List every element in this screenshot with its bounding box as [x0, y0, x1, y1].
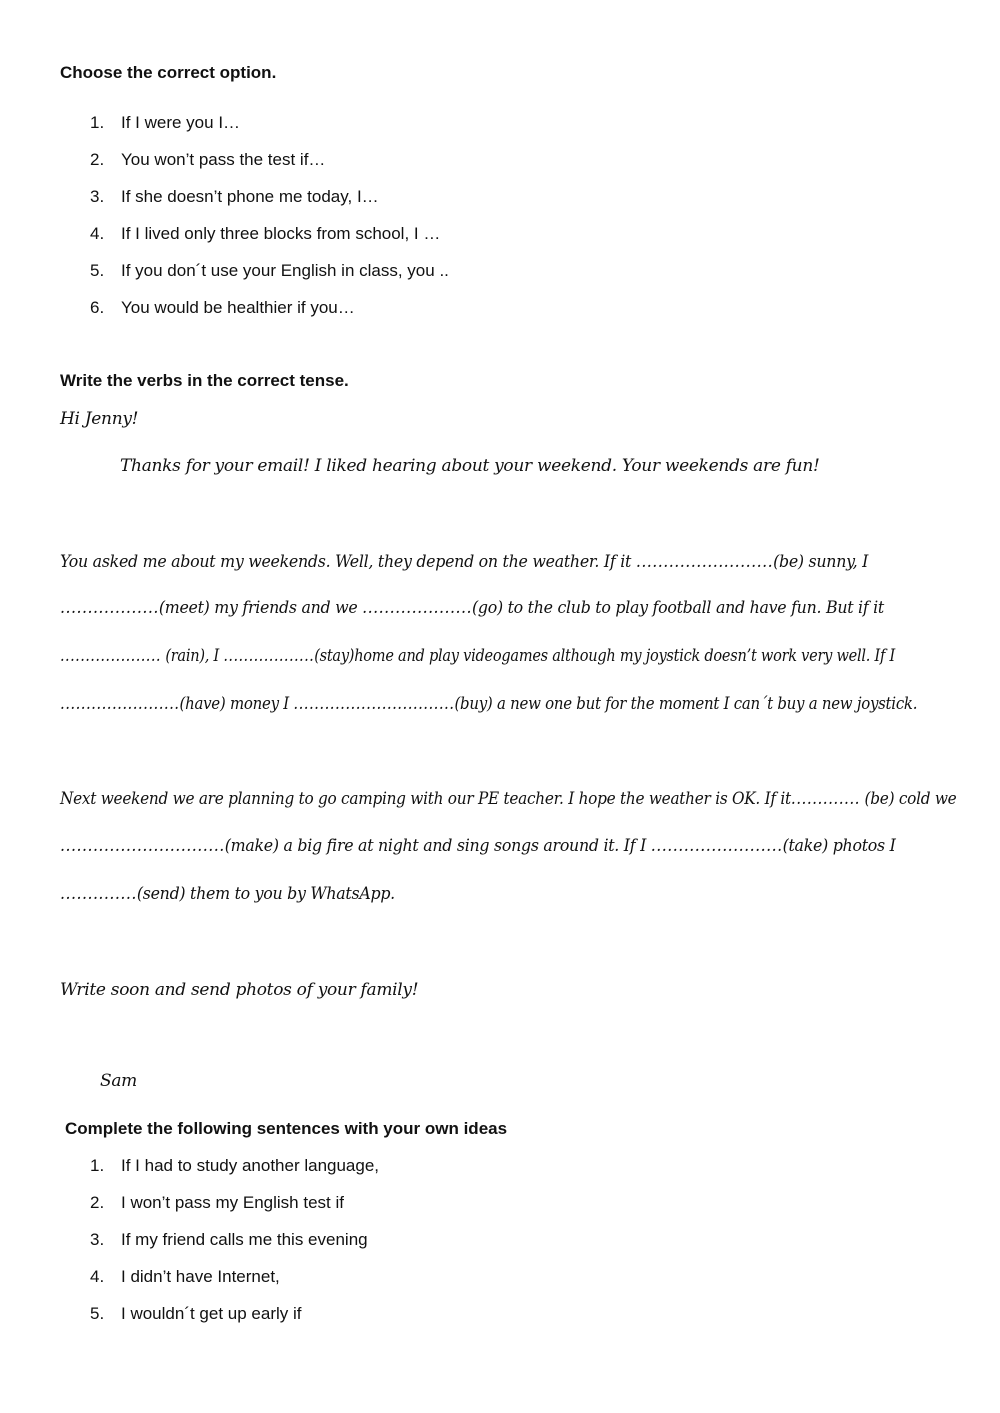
- letter-line: .......................(have) money I ...............................(buy) a new one but for the moment I can´t buy a new joystick.: [60, 694, 918, 714]
- letter-closing: Write soon and send photos of your family!: [60, 980, 419, 1000]
- letter-intro: Thanks for your email! I liked hearing about your weekend. Your weekends are fun!: [120, 456, 820, 476]
- answer-blank: ....................: [60, 646, 161, 666]
- letter-line: Next weekend we are planning to go camping with our PE teacher. I hope the weather is OK. If it............. (be) cold we: [60, 789, 957, 809]
- list-item: 1. If I were you I…: [90, 112, 241, 132]
- letter-line: You asked me about my weekends. Well, they depend on the weather. If it .........................(be) sunny, I: [60, 552, 869, 572]
- section2-heading: Write the verbs in the correct tense.: [60, 371, 349, 390]
- list-item: 2. I won’t pass my English test if: [90, 1192, 344, 1212]
- list-item: 5. If you don´t use your English in class, you ..: [90, 260, 449, 280]
- answer-blank: ..................: [223, 646, 315, 666]
- answer-blank: .......................: [60, 694, 180, 714]
- list-item: 4. If I lived only three blocks from school, I …: [90, 223, 441, 243]
- letter-line: ..................(meet) my friends and we ....................(go) to the club to play football and have fun. But if it: [60, 598, 884, 618]
- answer-blank: ....................: [362, 598, 472, 618]
- letter-line: ..............................(make) a big fire at night and sing songs around it. If I ........................(take) photos I: [60, 836, 896, 856]
- letter-greeting: Hi Jenny!: [60, 409, 139, 429]
- answer-blank: ..............: [60, 884, 137, 904]
- list-item: 2. You won’t pass the test if…: [90, 149, 326, 169]
- list-item: 3. If she doesn’t phone me today, I…: [90, 186, 379, 206]
- answer-blank: ..................: [60, 598, 159, 618]
- list-item: 4. I didn’t have Internet,: [90, 1266, 280, 1286]
- answer-blank: .........................: [635, 552, 774, 572]
- list-item: 1. If I had to study another language,: [90, 1155, 380, 1175]
- answer-blank: .............: [790, 789, 860, 809]
- answer-blank: ..............................: [60, 836, 225, 856]
- answer-blank: ........................: [650, 836, 783, 856]
- list-item: 6. You would be healthier if you…: [90, 297, 355, 317]
- letter-signature: Sam: [100, 1071, 138, 1091]
- section1-list: [90, 104, 449, 326]
- letter-line: ..............(send) them to you by WhatsApp.: [60, 884, 395, 904]
- section3-heading: Complete the following sentences with your own ideas: [65, 1119, 508, 1138]
- list-item: 3. If my friend calls me this evening: [90, 1229, 368, 1249]
- answer-blank: ...............................: [293, 694, 455, 714]
- section3-list: [90, 1147, 379, 1332]
- letter-line: .................... (rain), I ..................(stay)home and play videogames although my joystick doesn’t work very well. If I: [60, 646, 895, 666]
- section1-heading: Choose the correct option.: [60, 63, 277, 82]
- list-item: 5. I wouldn´t get up early if: [90, 1303, 302, 1323]
